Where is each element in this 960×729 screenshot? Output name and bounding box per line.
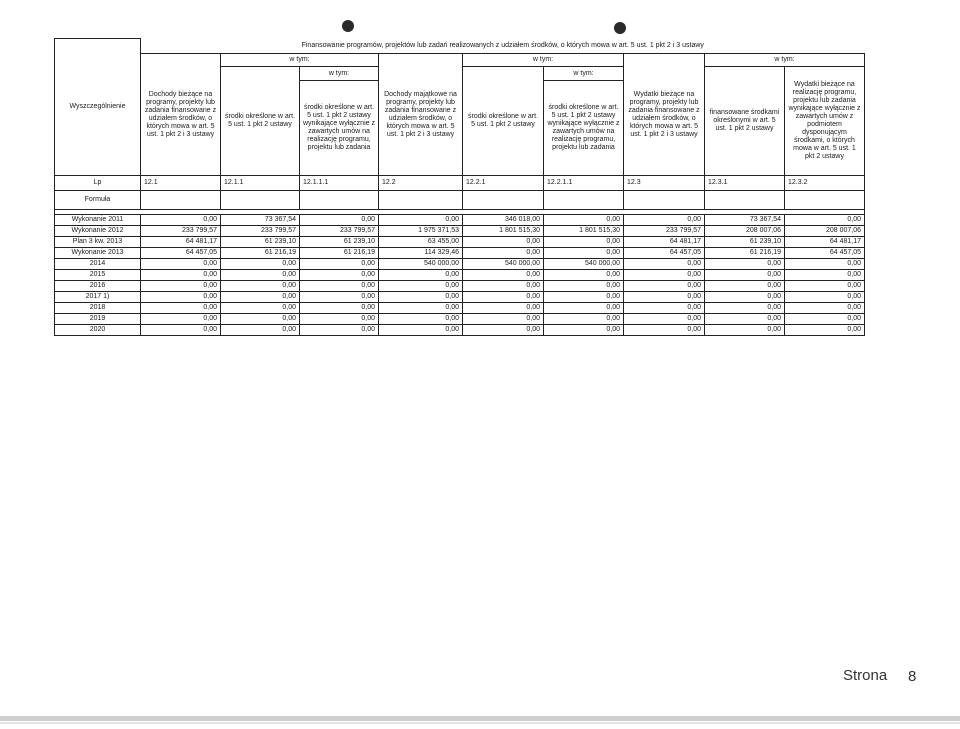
header-w-tym-12-2: w tym:	[463, 54, 624, 67]
financing-table	[54, 38, 865, 336]
header-col-12-2: Dochody majątkowe na programy, projekty lub zadania finansowane z udziałem środków, o których mowa w art. 5 ust. 1 pkt 2 i 3 ustawy	[379, 54, 463, 176]
table-cell: 0,00	[785, 314, 865, 325]
header-w-tym-12-1: w tym:	[221, 54, 379, 67]
table-cell: 208 007,06	[705, 226, 785, 237]
row-label: 2019	[55, 314, 141, 325]
code-12-2-1-1: 12.2.1.1	[544, 176, 624, 191]
table-cell: 540 000,00	[463, 259, 544, 270]
table-cell: 1 801 515,30	[544, 226, 624, 237]
table-cell: 0,00	[379, 270, 463, 281]
row-label: 2018	[55, 303, 141, 314]
table-cell: 61 239,10	[300, 237, 379, 248]
table-cell: 73 367,54	[705, 215, 785, 226]
code-lp: Lp	[55, 176, 141, 191]
table-cell: 0,00	[300, 259, 379, 270]
table-cell: 0,00	[300, 303, 379, 314]
table-row	[55, 325, 865, 336]
table-cell: 73 367,54	[221, 215, 300, 226]
table-cell: 0,00	[141, 281, 221, 292]
header-col-12-1: Dochody bieżące na programy, projekty lub zadania finansowane z udziałem środków, o których mowa w art. 5 ust. 1 pkt 2 i 3 ustawy	[141, 54, 221, 176]
table-cell: 64 481,17	[624, 237, 705, 248]
row-label: Wykonanie 2013	[55, 248, 141, 259]
table-cell: 0,00	[705, 270, 785, 281]
page-label: Strona	[843, 667, 888, 684]
table-cell: 0,00	[300, 314, 379, 325]
table-cell: 0,00	[705, 314, 785, 325]
table-cell: 0,00	[544, 325, 624, 336]
row-label: 2020	[55, 325, 141, 336]
table-cell: 0,00	[544, 292, 624, 303]
header-col-12-1-1: środki określone w art. 5 ust. 1 pkt 2 ustawy	[221, 67, 300, 176]
table-cell: 233 799,57	[300, 226, 379, 237]
table-cell: 0,00	[463, 303, 544, 314]
table-cell: 0,00	[544, 215, 624, 226]
table-cell: 0,00	[221, 259, 300, 270]
table-row	[55, 281, 865, 292]
table-cell: 0,00	[379, 314, 463, 325]
table-cell: 0,00	[379, 303, 463, 314]
header-col-12-2-1: środki określone w art. 5 ust. 1 pkt 2 ustawy	[463, 67, 544, 176]
table-cell: 64 481,17	[785, 237, 865, 248]
table-cell: 0,00	[463, 270, 544, 281]
header-col-12-1-1-1: środki określone w art. 5 ust. 1 pkt 2 ustawy wynikające wyłącznie z zawartych umów na realizację programu, projektu lub zadania	[300, 81, 379, 176]
code-12-3-1: 12.3.1	[705, 176, 785, 191]
header-w-tym-12-2-1: w tym:	[544, 67, 624, 81]
table-cell: 0,00	[705, 259, 785, 270]
table-cell: 0,00	[141, 325, 221, 336]
table-cell: 114 329,46	[379, 248, 463, 259]
formula-row	[55, 191, 865, 210]
table-row	[55, 226, 865, 237]
table-cell: 0,00	[624, 281, 705, 292]
table-cell: 0,00	[221, 292, 300, 303]
table-cell: 61 216,19	[300, 248, 379, 259]
table-cell: 0,00	[141, 303, 221, 314]
table-cell: 233 799,57	[141, 226, 221, 237]
header-col-12-2-1-1: środki określone w art. 5 ust. 1 pkt 2 ustawy wynikające wyłącznie z zawartych umów na realizację programu, projektu lub zadania	[544, 81, 624, 176]
table-cell: 0,00	[785, 325, 865, 336]
table-cell: 0,00	[463, 248, 544, 259]
table-cell: 0,00	[221, 314, 300, 325]
table-cell: 61 216,19	[221, 248, 300, 259]
header-w-tym-12-1-1: w tym:	[300, 67, 379, 81]
table-cell: 0,00	[141, 215, 221, 226]
table-cell: 0,00	[544, 281, 624, 292]
table-row	[55, 248, 865, 259]
code-12-3-2: 12.3.2	[785, 176, 865, 191]
table-cell: 61 239,10	[705, 237, 785, 248]
row-label: 2017 1)	[55, 292, 141, 303]
table-cell: 0,00	[544, 303, 624, 314]
header-col-12-3-1: finansowane środkami określonymi w art. 5 ust. 1 pkt 2 ustawy	[705, 67, 785, 176]
table-cell: 0,00	[785, 303, 865, 314]
table-cell: 0,00	[785, 215, 865, 226]
table-cell: 0,00	[463, 325, 544, 336]
table-cell: 0,00	[785, 281, 865, 292]
table-cell: 0,00	[624, 314, 705, 325]
table-cell: 0,00	[463, 281, 544, 292]
table-cell: 64 481,17	[141, 237, 221, 248]
table-cell: 0,00	[141, 314, 221, 325]
table-cell: 0,00	[624, 303, 705, 314]
table-cell: 0,00	[544, 314, 624, 325]
table-cell: 0,00	[705, 292, 785, 303]
punch-hole-left	[342, 20, 354, 32]
table-row	[55, 259, 865, 270]
table-cell: 0,00	[463, 292, 544, 303]
table-cell: 61 239,10	[221, 237, 300, 248]
table-cell: 0,00	[141, 292, 221, 303]
table-cell: 64 457,05	[785, 248, 865, 259]
table-cell: 0,00	[379, 325, 463, 336]
data-rows	[55, 215, 865, 336]
table-cell: 540 000,00	[379, 259, 463, 270]
code-row	[55, 176, 865, 191]
code-12-1: 12.1	[141, 176, 221, 191]
header-w-tym-12-3: w tym:	[705, 54, 865, 67]
table-cell: 0,00	[544, 270, 624, 281]
table-cell: 64 457,05	[624, 248, 705, 259]
table-cell: 0,00	[624, 215, 705, 226]
row-label: 2015	[55, 270, 141, 281]
table-cell: 0,00	[221, 325, 300, 336]
table-cell: 346 018,00	[463, 215, 544, 226]
row-label: Wykonanie 2011	[55, 215, 141, 226]
table-cell: 233 799,57	[221, 226, 300, 237]
table-cell: 540 000,00	[544, 259, 624, 270]
table-cell: 0,00	[785, 270, 865, 281]
table-cell: 0,00	[624, 259, 705, 270]
table-cell: 0,00	[705, 325, 785, 336]
header-col-12-3-2: Wydatki bieżące na realizację programu, projektu lub zadania wynikające wyłącznie z zawartych umów z podmiotem dysponującym środkami, o których mowa w art. 5 ust. 1 pkt 2 ustawy	[785, 67, 865, 176]
table-cell: 0,00	[544, 248, 624, 259]
row-label: 2016	[55, 281, 141, 292]
table-cell: 0,00	[379, 281, 463, 292]
scan-edge	[0, 716, 960, 721]
table-cell: 63 455,00	[379, 237, 463, 248]
header-col-12-3: Wydatki bieżące na programy, projekty lub zadania finansowane z udziałem środków, o których mowa w art. 5 ust. 1 pkt 2 i 3 ustawy	[624, 54, 705, 176]
table-cell: 0,00	[300, 292, 379, 303]
scan-edge-lower	[0, 722, 960, 724]
table-cell: 0,00	[300, 270, 379, 281]
table-cell: 0,00	[221, 281, 300, 292]
table-row	[55, 215, 865, 226]
row-label: Wykonanie 2012	[55, 226, 141, 237]
header-wyszczegolnienie: Wyszczególnienie	[55, 39, 141, 176]
table-cell: 0,00	[141, 259, 221, 270]
table-cell: 61 216,19	[705, 248, 785, 259]
table-cell: 1 975 371,53	[379, 226, 463, 237]
table-cell: 233 799,57	[624, 226, 705, 237]
table-cell: 0,00	[624, 292, 705, 303]
code-12-2: 12.2	[379, 176, 463, 191]
table-cell: 64 457,05	[141, 248, 221, 259]
table-row	[55, 314, 865, 325]
table-cell: 0,00	[300, 281, 379, 292]
table-cell: 0,00	[785, 259, 865, 270]
table-cell: 0,00	[624, 270, 705, 281]
code-12-1-1: 12.1.1	[221, 176, 300, 191]
header-finansowanie: Finansowanie programów, projektów lub zadań realizowanych z udziałem środków, o których mowa w art. 5 ust. 1 pkt 2 i 3 ustawy	[141, 39, 865, 54]
table-row	[55, 292, 865, 303]
table-cell: 0,00	[221, 303, 300, 314]
row-label: Plan 3 kw. 2013	[55, 237, 141, 248]
table-cell: 0,00	[379, 292, 463, 303]
table-cell: 1 801 515,30	[463, 226, 544, 237]
table-row	[55, 270, 865, 281]
table-cell: 0,00	[544, 237, 624, 248]
table-cell: 0,00	[300, 325, 379, 336]
table-cell: 0,00	[300, 215, 379, 226]
table-cell: 0,00	[463, 314, 544, 325]
punch-hole-right	[614, 22, 626, 34]
table-cell: 0,00	[705, 281, 785, 292]
table-cell: 0,00	[221, 270, 300, 281]
table-cell: 208 007,06	[785, 226, 865, 237]
table-cell: 0,00	[379, 215, 463, 226]
page-number: 8	[908, 668, 917, 685]
table-row	[55, 237, 865, 248]
table-cell: 0,00	[624, 325, 705, 336]
formula-label: Formuła	[55, 191, 141, 210]
table-cell: 0,00	[785, 292, 865, 303]
row-label: 2014	[55, 259, 141, 270]
code-12-3: 12.3	[624, 176, 705, 191]
table-cell: 0,00	[141, 270, 221, 281]
code-12-2-1: 12.2.1	[463, 176, 544, 191]
code-12-1-1-1: 12.1.1.1	[300, 176, 379, 191]
table-cell: 0,00	[705, 303, 785, 314]
table-cell: 0,00	[463, 237, 544, 248]
table-row	[55, 303, 865, 314]
